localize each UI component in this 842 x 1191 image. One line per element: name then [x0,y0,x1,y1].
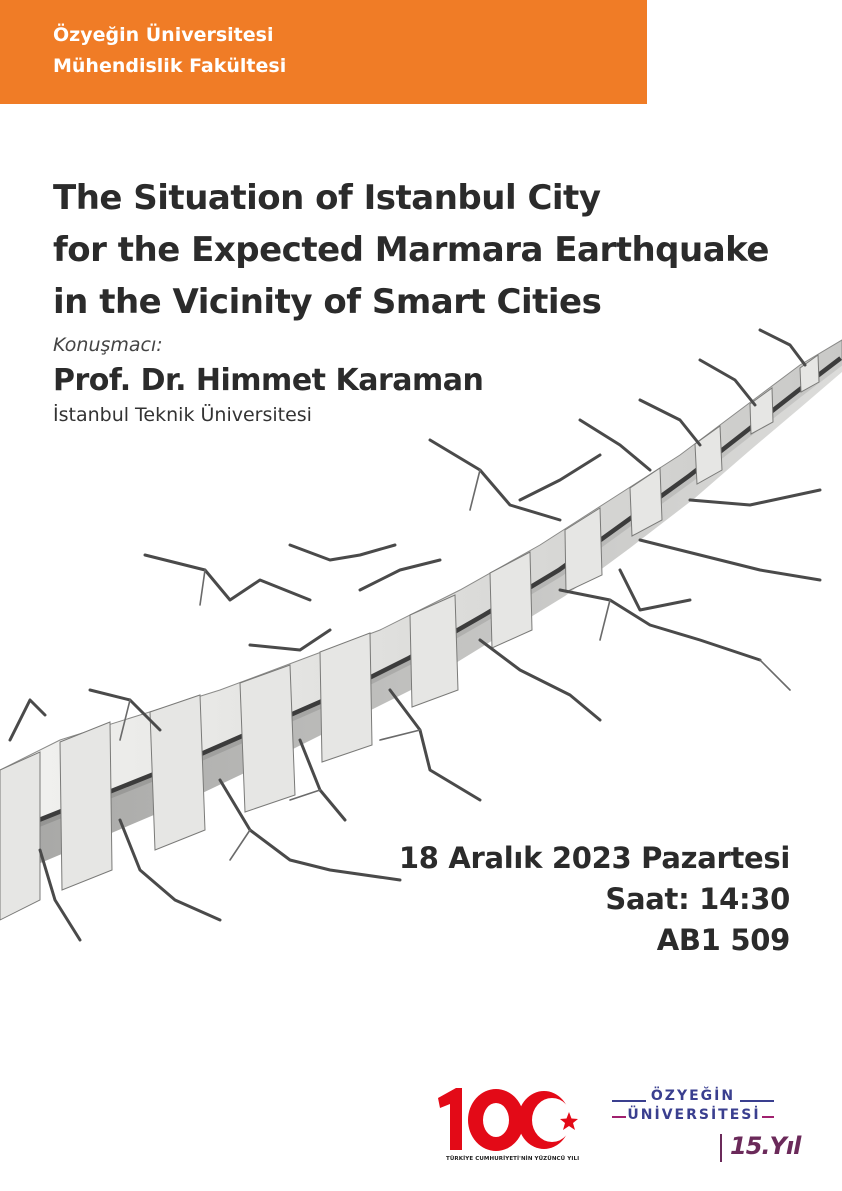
centenary-caption: TÜRKİYE CUMHURİYETİ'NİN YÜZÜNCÜ YILI [446,1156,580,1162]
logo-word-bottom: ÜNİVERSİTESİ [627,1107,761,1123]
faculty-name: Mühendislik Fakültesi [53,55,287,77]
event-time: Saat: 14:30 [605,882,790,916]
event-info [399,838,790,961]
logo-word-top: ÖZYEĞİN [646,1088,740,1104]
speaker-name: Prof. Dr. Himmet Karaman [53,363,484,398]
event-date: 18 Aralık 2023 Pazartesi [398,841,790,875]
lecture-title [53,172,769,328]
centenary-emblem [432,1082,588,1156]
logo-years: 15.Yıl [730,1132,801,1160]
title-line-3: in the Vicinity of Smart Cities [53,282,602,322]
speaker-label: Konuşmacı: [53,334,163,356]
centenary-logo [432,1082,588,1174]
university-name: Özyeğin Üniversitesi [53,24,274,46]
ozyegin-logo [612,1082,808,1166]
title-line-1: The Situation of Istanbul City [53,178,601,218]
logo-years-bar [720,1134,722,1162]
event-room: AB1 509 [656,923,790,957]
speaker-affiliation: İstanbul Teknik Üniversitesi [53,404,312,426]
title-line-2: for the Expected Marmara Earthquake [53,230,769,270]
header-band [0,0,647,104]
